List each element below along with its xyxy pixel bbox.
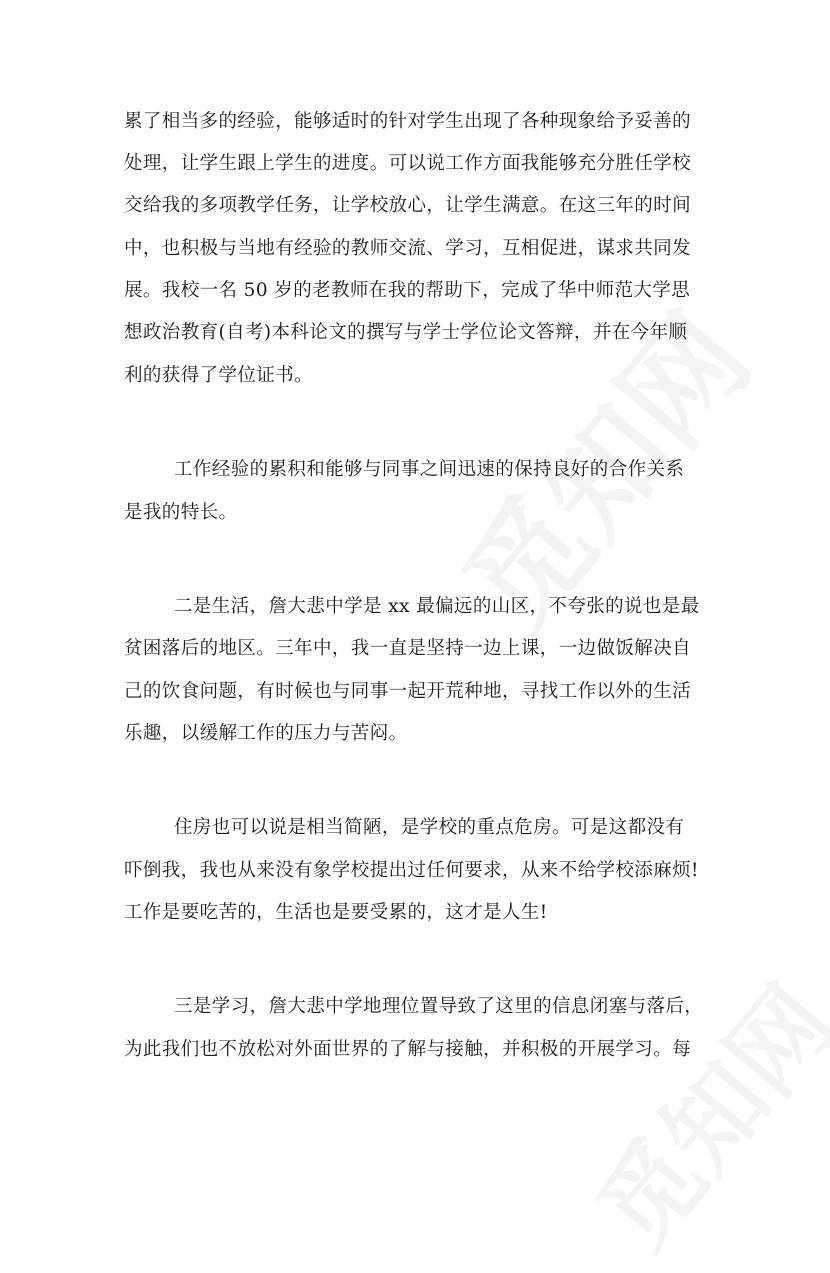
text-line: 累了相当多的经验，能够适时的针对学生出现了各种现象给予妥善的 bbox=[124, 111, 692, 132]
text-line: 处理，让学生跟上学生的进度。可以说工作方面我能够充分胜任学校 bbox=[124, 153, 692, 174]
text-line: 利的获得了学位证书。 bbox=[124, 365, 314, 386]
text-line: 展。我校一名 50 岁的老教师在我的帮助下，完成了华中师范大学思 bbox=[124, 280, 691, 301]
text-line: 为此我们也不放松对外面世界的了解与接触，并积极的开展学习。每 bbox=[124, 1039, 692, 1060]
text-line: 是我的特长。 bbox=[124, 502, 238, 523]
text-line: 二是生活，詹大悲中学是 xx 最偏远的山区，不夸张的说也是最 bbox=[174, 596, 700, 617]
text-line: 住房也可以说是相当简陋，是学校的重点危房。可是这都没有 bbox=[174, 817, 685, 838]
text-line: 吓倒我，我也从来没有象学校提出过任何要求，从来不给学校添麻烦! bbox=[124, 860, 699, 881]
text-line: 工作是要吃苦的，生活也是要受累的，这才是人生! bbox=[124, 902, 548, 923]
text-line: 想政治教育(自考)本科论文的撰写与学士学位论文答辩，并在今年顺 bbox=[124, 322, 688, 343]
text-line: 交给我的多项教学任务，让学校放心，让学生满意。在这三年的时间 bbox=[124, 195, 692, 216]
text-line: 中，也积极与当地有经验的教师交流、学习，互相促进，谋求共同发 bbox=[124, 238, 692, 259]
text-line: 己的饮食问题，有时候也与同事一起开荒种地，寻找工作以外的生活 bbox=[124, 681, 692, 702]
text-line: 工作经验的累积和能够与同事之间迅速的保持良好的合作关系 bbox=[174, 459, 685, 480]
text-line: 贫困落后的地区。三年中，我一直是坚持一边上课，一边做饭解决自 bbox=[124, 638, 692, 659]
text-line: 三是学习，詹大悲中学地理位置导致了这里的信息闭塞与落后， bbox=[174, 996, 704, 1017]
text-line: 乐趣，以缓解工作的压力与苦闷。 bbox=[124, 723, 408, 744]
